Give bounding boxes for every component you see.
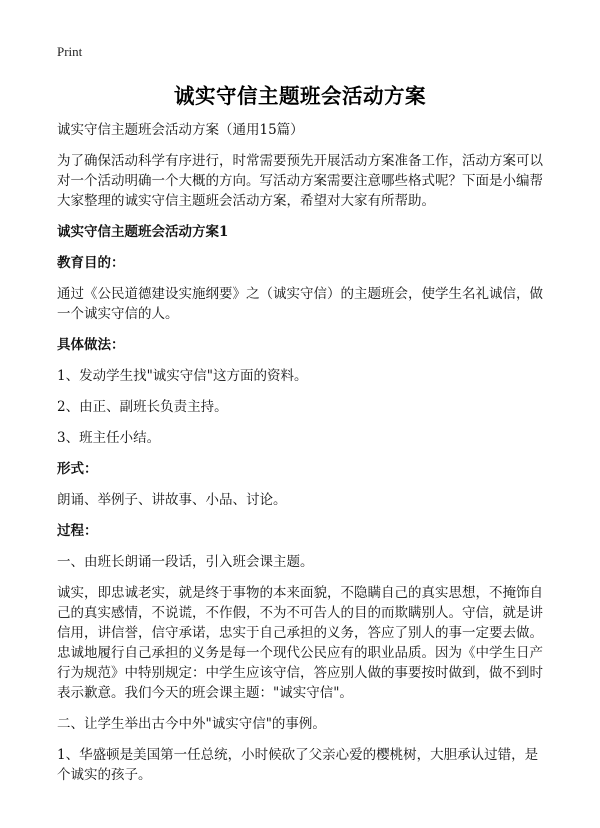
method-item-3: 3、班主任小结。 <box>57 430 161 446</box>
article-body <box>57 120 543 796</box>
print-link[interactable]: Print <box>57 44 83 59</box>
form-heading: 形式： <box>57 461 98 477</box>
method-heading: 具体做法： <box>57 337 125 353</box>
page-title: 诚实守信主题班会活动方案 <box>174 84 426 108</box>
process-heading: 过程： <box>57 523 98 539</box>
goal-heading: 教育目的： <box>57 255 125 271</box>
process-paragraph: 诚实，即忠诚老实，就是终于事物的本来面貌，不隐瞒自己的真实思想，不掩饰自己的真实感情，不说谎，不作假，不为不可告人的目的而欺瞒别人。守信，就是讲信用，讲信誉，信守承诺，忠实于自己承担的义务，答应了别人的事一定要去做。忠诚地履行自己承担的义务是每一个现代公民应有的职业品质。因为《中学生日产行为规范》中特别规定：中学生应该守信，答应别人做的事要按时做到，做不到时表示歉意。我们今天的班会课主题："诚实守信"。 <box>57 585 543 701</box>
method-item-1: 1、发动学生找"诚实守信"这方面的资料。 <box>57 368 308 384</box>
process-step-2: 二、让学生举出古今中外"诚实守信"的事例。 <box>57 716 326 732</box>
process-step-1: 一、由班长朗诵一段话，引入班会课主题。 <box>57 554 314 570</box>
form-paragraph: 朗诵、举例子、讲故事、小品、讨论。 <box>57 492 287 508</box>
method-item-2: 2、由正、副班长负责主持。 <box>57 399 228 415</box>
example-1: 1、华盛顿是美国第一任总统，小时候砍了父亲心爱的樱桃树，大胆承认过错，是个诚实的孩子。 <box>57 747 539 783</box>
intro-paragraph: 为了确保活动科学有序进行，时常需要预先开展活动方案准备工作，活动方案可以对一个活动明确一个大概的方向。写活动方案需要注意哪些格式呢？下面是小编帮大家整理的诚实守信主题班会活动方案，希望对大家有所帮助。 <box>57 153 543 209</box>
goal-paragraph: 通过《公民道德建设实施纲要》之（诚实守信）的主题班会，使学生名礼诚信，做一个诚实守信的人。 <box>57 286 543 322</box>
article-subtitle: 诚实守信主题班会活动方案（通用15篇） <box>57 122 304 138</box>
section-title: 诚实守信主题班会活动方案1 <box>57 224 229 240</box>
